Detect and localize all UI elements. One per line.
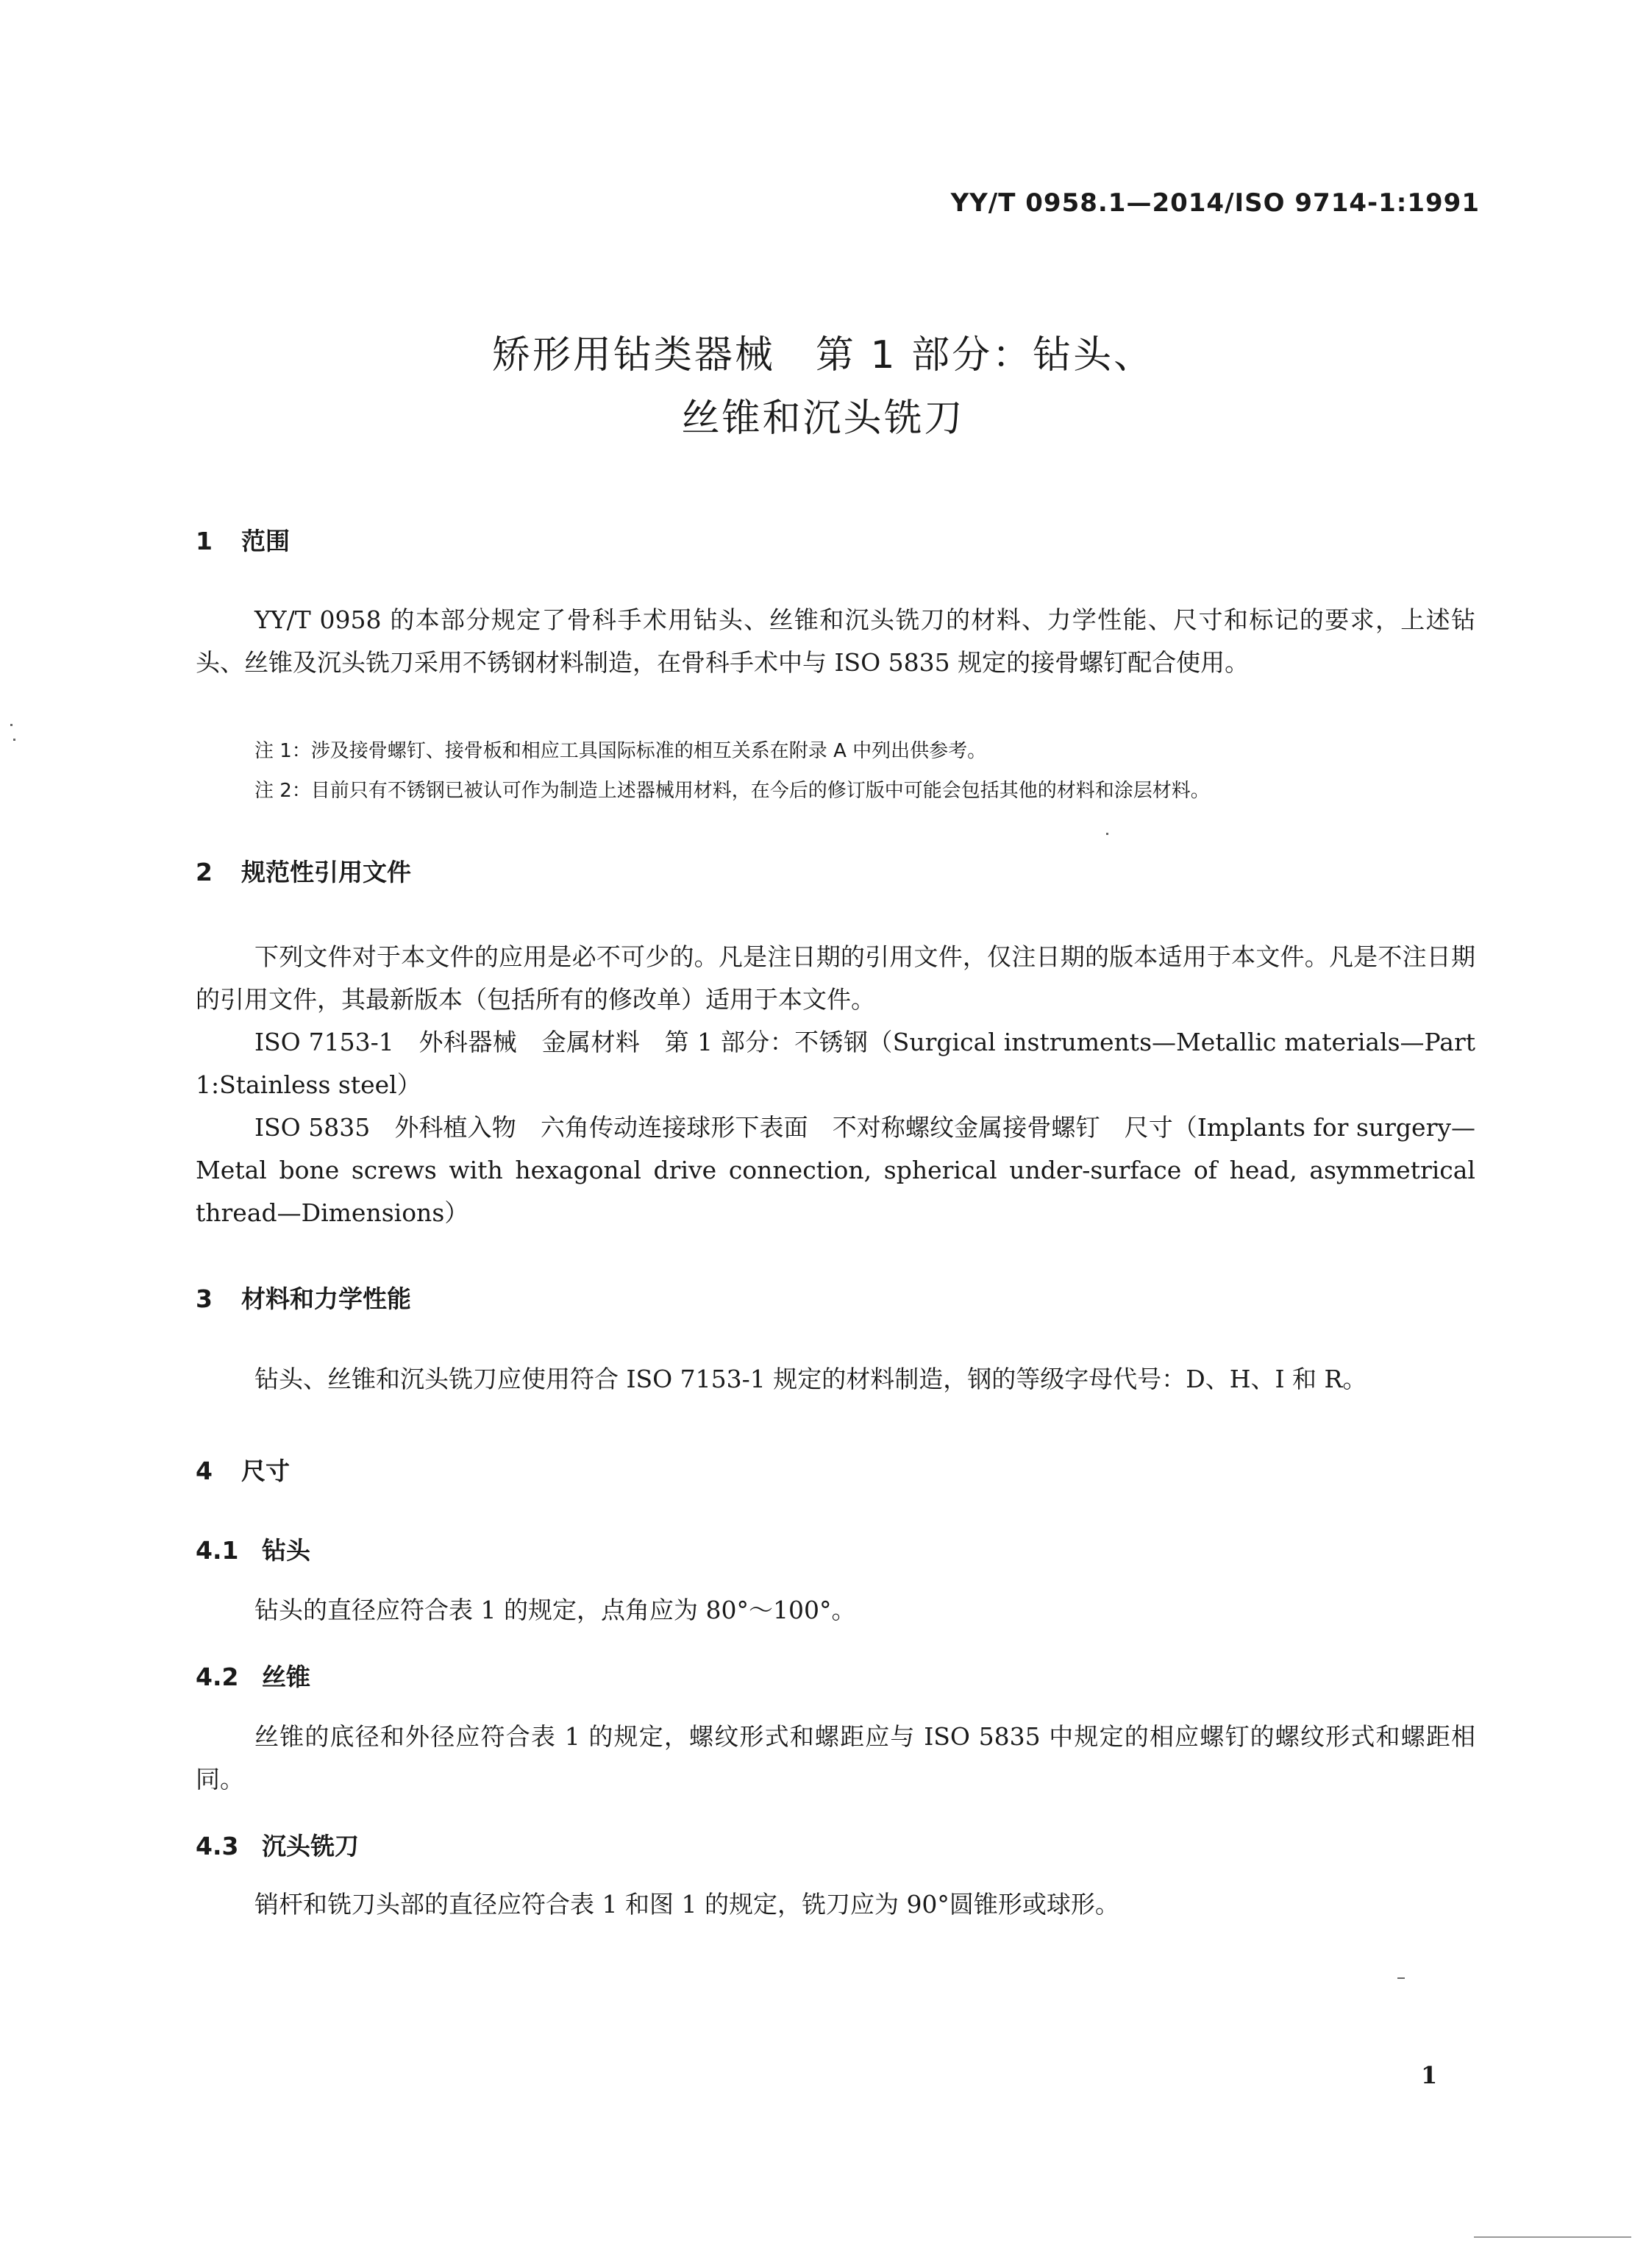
subsection-number: 4.3 [196,1832,239,1860]
scan-speck [1397,1977,1405,1979]
page-number: 1 [1421,2061,1438,2089]
scan-speck [13,739,15,741]
document-title-line1: 矫形用钻类器械 第 1 部分：钻头、 [491,333,1155,377]
section-number: 1 [196,527,213,555]
section-3-heading [196,1280,411,1315]
section-number: 4 [196,1457,213,1485]
subsection-4-3-paragraph: 销杆和铣刀头部的直径应符合表 1 和图 1 的规定，铣刀应为 90°圆锥形或球形。 [254,1890,1119,1919]
document-title-line2: 丝锥和沉头铣刀 [681,397,965,441]
section-number: 2 [196,858,213,886]
section-title: 规范性引用文件 [241,858,411,886]
standard-code: YY/T 0958.1—2014/ISO 9714-1:1991 [950,188,1480,218]
scan-speck [1106,833,1108,835]
reference-iso-7153-1: ISO 7153-1 外科器械 金属材料 第 1 部分：不锈钢（Surgical instruments—Metallic materials—Part 1:Stainless steel） [196,1028,1475,1099]
section-title: 材料和力学性能 [241,1284,411,1313]
subsection-4-1-heading [196,1532,310,1566]
section-title: 范围 [241,527,290,555]
subsection-4-2-paragraph: 丝锥的底径和外径应符合表 1 的规定，螺纹形式和螺距应与 ISO 5835 中规定的相应螺钉的螺纹形式和螺距相同。 [196,1722,1475,1794]
subsection-4-3-heading [196,1827,359,1862]
section-title: 尺寸 [241,1457,290,1485]
section-3-paragraph: 钻头、丝锥和沉头铣刀应使用符合 ISO 7153-1 规定的材料制造，钢的等级字母代号：D、H、I 和 R。 [254,1365,1367,1393]
scan-edge-line [1474,2236,1631,2238]
subsection-title: 沉头铣刀 [262,1832,359,1860]
subsection-number: 4.1 [196,1536,239,1565]
subsection-4-1-paragraph: 钻头的直径应符合表 1 的规定，点角应为 80°～100°。 [254,1596,856,1624]
subsection-title: 钻头 [262,1536,310,1565]
subsection-title: 丝锥 [262,1663,310,1691]
section-1-heading [196,522,290,557]
subsection-4-2-heading [196,1658,310,1693]
reference-iso-5835: ISO 5835 外科植入物 六角传动连接球形下表面 不对称螺纹金属接骨螺钉 尺寸（Implants for surgery—Metal bone screws with hexagonal drive connection, spherical under-surface of head, asymmetrical thread—Dimensions） [196,1113,1475,1227]
note-2: 注 2：目前只有不锈钢已被认可作为制造上述器械用材料，在今后的修订版中可能会包括其他的材料和涂层材料。 [254,780,1210,802]
note-1: 注 1：涉及接骨螺钉、接骨板和相应工具国际标准的相互关系在附录 A 中列出供参考。 [254,740,987,762]
subsection-number: 4.2 [196,1663,239,1691]
section-1-paragraph: YY/T 0958 的本部分规定了骨科手术用钻头、丝锥和沉头铣刀的材料、力学性能、尺寸和标记的要求，上述钻头、丝锥及沉头铣刀采用不锈钢材料制造，在骨科手术中与 ISO 5835 规定的接骨螺钉配合使用。 [196,605,1475,677]
section-2-heading [196,853,411,888]
scan-speck [10,724,13,726]
section-2-paragraph: 下列文件对于本文件的应用是必不可少的。凡是注日期的引用文件，仅注日期的版本适用于本文件。凡是不注日期的引用文件，其最新版本（包括所有的修改单）适用于本文件。 [196,942,1475,1014]
section-number: 3 [196,1284,213,1313]
section-4-heading [196,1452,290,1487]
